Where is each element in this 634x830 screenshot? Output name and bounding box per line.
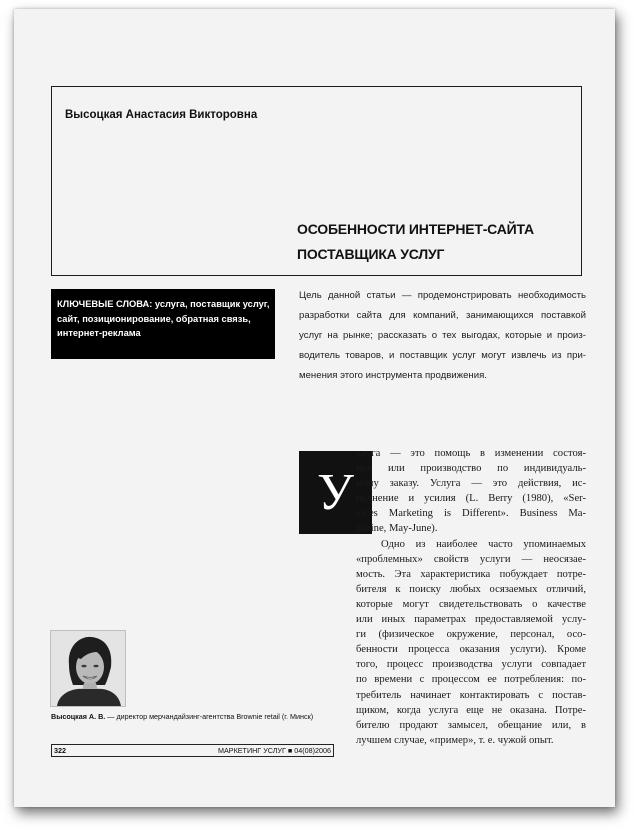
abstract-line: услуг на рынке; рассказать о тех выгодах, которые и произ-	[299, 330, 586, 341]
author-portrait-image	[51, 631, 125, 706]
body-line: gazine, May-June).	[356, 523, 438, 535]
body-line: лучшем случае, «пример», т. е. чужой опыт.	[356, 734, 554, 746]
article-body	[356, 446, 586, 748]
body-line: бителя к поиску любых осязаемых отличий,	[356, 583, 586, 595]
article-title	[297, 217, 534, 267]
body-line: «проблемных» свойств услуги — неосязае-	[356, 553, 586, 565]
keywords-line: КЛЮЧЕВЫЕ СЛОВА: услуга, поставщик услуг,	[57, 299, 270, 309]
body-line: ному заказу. Услуга — это действия, ис-	[356, 478, 586, 490]
photo-caption	[51, 712, 313, 721]
abstract-line: разработки сайта для компаний, занимающихся поставкой	[299, 310, 586, 321]
body-line: vices Marketing is Different». Business Ma-	[356, 508, 586, 520]
body-line: по времени с процессом ее потребления: по-	[356, 674, 586, 686]
body-line: бенности процесса оказания услуги). Кроме	[356, 644, 586, 656]
author-name: Высоцкая Анастасия Викторовна	[65, 109, 258, 121]
body-line: Одно из наиболее часто упоминаемых	[381, 538, 586, 550]
article-header	[51, 86, 582, 276]
keywords-line: интернет-реклама	[57, 328, 141, 338]
drop-cap: У	[299, 451, 372, 534]
body-line: полнение и усилия (L. Berry (1980), «Ser-	[356, 493, 586, 505]
body-line: ния или производство по индивидуаль-	[356, 463, 586, 475]
body-line: или иных параметрах предоставляемой услу-	[356, 614, 586, 626]
keywords-line: сайт, позиционирование, обратная связь,	[57, 313, 251, 324]
page-footer	[51, 744, 334, 757]
body-line: требитель начинает контактировать с постав-	[356, 689, 586, 701]
abstract-line: водитель товаров, и поставщик услуг могут извлечь из при-	[299, 350, 586, 361]
body-line: которые могут свидетельствовать о качестве	[356, 598, 586, 610]
body-line: ги (физическое окружение, персонал, осо-	[356, 629, 586, 641]
caption-text: — директор мерчандайзинг-агентства Brownie retail (г. Минск)	[105, 712, 314, 721]
body-line: бителю продают замысел, обещание или, в	[356, 719, 586, 731]
page-number: 322	[54, 746, 66, 755]
body-line: мость. Эта характеристика побуждает потре-	[356, 568, 586, 580]
caption-name: Высоцкая А. В.	[51, 712, 106, 721]
magazine-page	[14, 9, 615, 807]
abstract-line: Цель данной статьи — продемонстрировать необходимость	[299, 290, 586, 301]
body-line: щиком, когда услуга еще не оказана. Потре-	[356, 704, 586, 716]
keywords-box	[51, 289, 275, 359]
abstract-line: менения этого инструмента продвижения.	[299, 370, 487, 381]
title-line: ПОСТАВЩИКА УСЛУГ	[297, 246, 445, 262]
body-line: слуга — это помощь в изменении состоя-	[356, 448, 586, 459]
author-photo	[50, 630, 126, 707]
abstract	[299, 286, 586, 386]
journal-issue: МАРКЕТИНГ УСЛУГ ■ 04(08)2006	[218, 746, 331, 755]
body-line: того, процесс производства услуги совпадает	[356, 659, 586, 671]
title-line: ОСОБЕННОСТИ ИНТЕРНЕТ-САЙТА	[297, 221, 534, 237]
